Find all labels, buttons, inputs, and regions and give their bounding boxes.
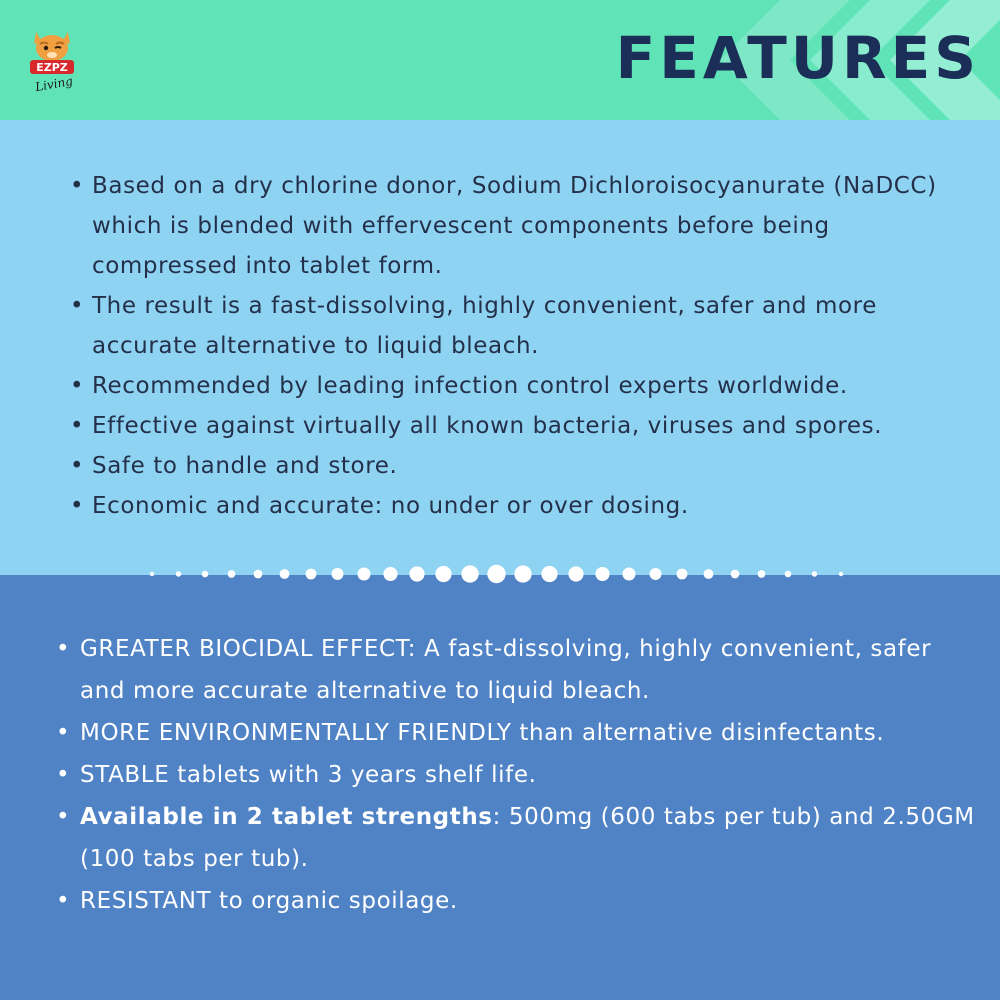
list-item: • Economic and accurate: no under or over dosing. [92, 486, 972, 526]
divider-dot [731, 570, 740, 579]
divider-dot [595, 567, 609, 581]
list-item: • Safe to handle and store. [92, 446, 972, 486]
list-item: • Based on a dry chlorine donor, Sodium Dichloroisocyanurate (NaDCC) which is blended with effervescent components before being compressed into tablet form. [92, 166, 972, 286]
list-item-text: : 500mg (600 tabs per tub) and 2.50GM (100 tabs per tub). [80, 804, 975, 872]
svg-text:Living: Living [34, 73, 74, 95]
list-item-text: STABLE tablets with 3 years shelf life. [80, 762, 537, 788]
list-item: • Recommended by leading infection control experts worldwide. [92, 366, 972, 406]
divider-dot [150, 572, 154, 576]
list-item: • Effective against virtually all known bacteria, viruses and spores. [92, 406, 972, 446]
list-item [80, 712, 980, 754]
divider-dot [409, 566, 424, 581]
divider-dot [568, 566, 583, 581]
list-item-bold: Available in 2 tablet strengths [80, 804, 493, 830]
header [0, 0, 1000, 120]
list-item-text: MORE ENVIRONMENTALLY FRIENDLY than alternative disinfectants. [80, 720, 885, 746]
divider-dot [677, 569, 688, 580]
divider-dot [704, 569, 714, 579]
divider-dot [435, 566, 451, 582]
divider-dot [650, 568, 662, 580]
divider-dot [383, 567, 397, 581]
divider-dot [839, 572, 843, 576]
divider-dot [228, 570, 236, 578]
divider-dot [306, 569, 317, 580]
list-item-text: GREATER BIOCIDAL EFFECT: A fast-dissolving, highly convenient, safer and more accurate alternative to liquid bleach. [80, 636, 932, 704]
divider-dot [514, 565, 531, 582]
divider-dot [280, 569, 290, 579]
divider-dot [332, 568, 344, 580]
divider-dot [487, 565, 505, 583]
divider-dot [357, 567, 370, 580]
list-item [80, 628, 980, 712]
dot-divider [0, 556, 1000, 592]
features-list-top [92, 166, 972, 526]
page-title: FEATURES [615, 24, 980, 92]
list-item [80, 880, 980, 922]
divider-dot [812, 571, 817, 576]
list-item [80, 754, 980, 796]
divider-dot [785, 571, 792, 578]
divider-dot [202, 571, 209, 578]
divider-dot [758, 570, 766, 578]
list-item-text: RESISTANT to organic spoilage. [80, 888, 458, 914]
svg-text:EZPZ: EZPZ [36, 61, 68, 74]
divider-dot [541, 566, 557, 582]
divider-dot [254, 570, 263, 579]
features-list-bottom [80, 628, 980, 922]
list-item: • The result is a fast-dissolving, highly convenient, safer and more accurate alternative to liquid bleach. [92, 286, 972, 366]
divider-dot [461, 565, 478, 582]
ezpz-living-logo [24, 26, 80, 96]
divider-dot [176, 571, 181, 576]
list-item [80, 796, 980, 880]
divider-dot [622, 567, 635, 580]
